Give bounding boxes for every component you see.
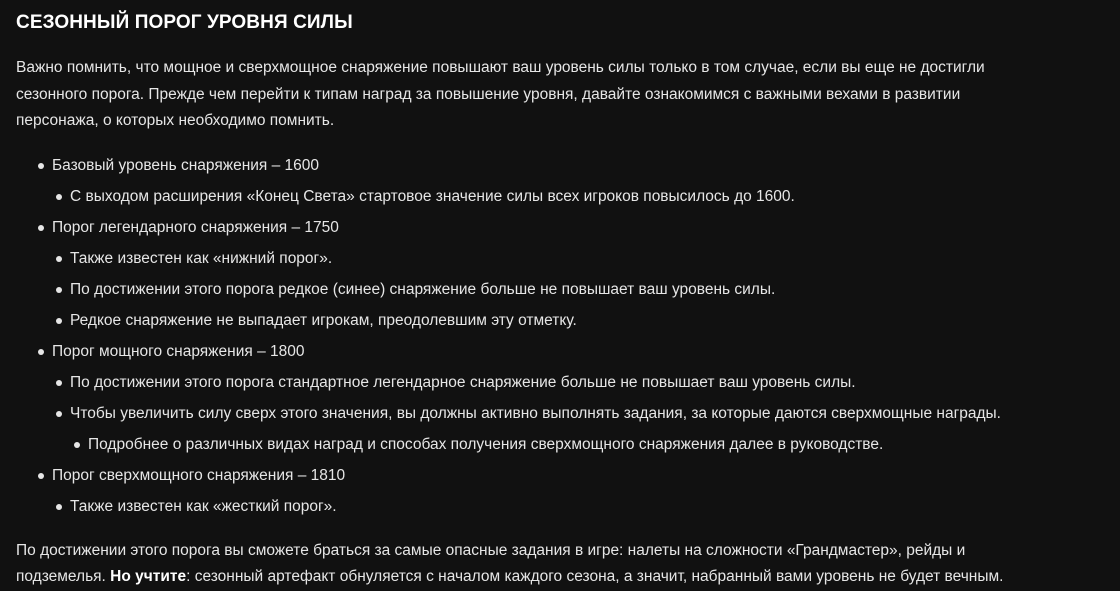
list-item-pinnacle-threshold: Порог сверхмощного снаряжения – 1810 Также известен как «жесткий порог». bbox=[38, 460, 1104, 522]
outro-line-start: подземелья. bbox=[16, 568, 111, 585]
bullet-icon bbox=[74, 442, 80, 448]
sub-list-item: По достижении этого порога стандартное легендарное снаряжение больше не повышает ваш уровень силы. bbox=[56, 367, 1104, 398]
threshold-list bbox=[16, 150, 1104, 522]
bullet-icon bbox=[38, 225, 44, 231]
bullet-icon bbox=[56, 318, 62, 324]
list-item-powerful-threshold: Порог мощного снаряжения – 1800 По достижении этого порога стандартное легендарное снаряжение больше не повышает ваш уровень силы. Чтобы увеличить силу сверх этого значения, вы должны активно выполнять задания, за которые даются сверхмощные награды. Подробнее о различных видах наград и способах получения сверхмощного снаряжения далее в руководстве. bbox=[38, 336, 1104, 460]
sub-list bbox=[38, 491, 1104, 522]
sub-sub-list-item: Подробнее о различных видах наград и способах получения сверхмощного снаряжения далее в руководстве. bbox=[74, 429, 1104, 460]
intro-paragraph bbox=[16, 55, 1104, 135]
sub-list-item: Чтобы увеличить силу сверх этого значения, вы должны активно выполнять задания, за которые даются сверхмощные награды. Подробнее о различных видах наград и способах получения сверхмощного снаряжения далее в руководстве. bbox=[56, 398, 1104, 460]
list-item-base-level: Базовый уровень снаряжения – 1600 С выходом расширения «Конец Света» стартовое значение силы всех игроков повысилось до 1600. bbox=[38, 150, 1104, 212]
sub-list bbox=[38, 367, 1104, 460]
bullet-icon bbox=[56, 287, 62, 293]
bullet-icon bbox=[56, 411, 62, 417]
bullet-icon bbox=[56, 380, 62, 386]
sub-list-item: Также известен как «нижний порог». bbox=[56, 243, 1104, 274]
sub-list-item: Редкое снаряжение не выпадает игрокам, преодолевшим эту отметку. bbox=[56, 305, 1104, 336]
sub-sub-list bbox=[56, 429, 1104, 460]
outro-bold-warning: Но учтите bbox=[110, 568, 187, 585]
bullet-icon bbox=[56, 256, 62, 262]
bullet-icon bbox=[56, 504, 62, 510]
list-item-legendary-threshold: Порог легендарного снаряжения – 1750 Также известен как «нижний порог». По достижении этого порога редкое (синее) снаряжение больше не повышает ваш уровень силы. Редкое снаряжение не выпадает игрокам, преодолевшим эту отметку. bbox=[38, 212, 1104, 336]
intro-line: персонажа, о которых необходимо помнить. bbox=[16, 112, 335, 129]
sub-list-item: С выходом расширения «Конец Света» стартовое значение силы всех игроков повысилось до 1600. bbox=[56, 181, 1104, 212]
outro-paragraph bbox=[16, 538, 1104, 591]
sub-list-item: По достижении этого порога редкое (синее) снаряжение больше не повышает ваш уровень силы. bbox=[56, 274, 1104, 305]
sub-list bbox=[38, 181, 1104, 212]
outro-line-end: : сезонный артефакт обнуляется с началом каждого сезона, а значит, набранный вами уровень не будет вечным. bbox=[186, 568, 1004, 585]
bullet-icon bbox=[38, 163, 44, 169]
intro-line: Важно помнить, что мощное и сверхмощное снаряжение повышают ваш уровень силы только в том случае, если вы еще не достигли bbox=[16, 59, 985, 76]
outro-line: По достижении этого порога вы сможете браться за самые опасные задания в игре: налеты на сложности «Грандмастер», рейды и bbox=[16, 541, 966, 559]
sub-list bbox=[38, 243, 1104, 336]
bullet-icon bbox=[38, 473, 44, 479]
bullet-icon bbox=[38, 349, 44, 355]
intro-line: сезонного порога. Прежде чем перейти к типам наград за повышение уровня, давайте ознакомимся с важными вехами в развитии bbox=[16, 85, 961, 103]
sub-list-item: Также известен как «жесткий порог». bbox=[56, 491, 1104, 522]
bullet-icon bbox=[56, 194, 62, 200]
section-heading: СЕЗОННЫЙ ПОРОГ УРОВНЯ СИЛЫ bbox=[16, 12, 353, 33]
